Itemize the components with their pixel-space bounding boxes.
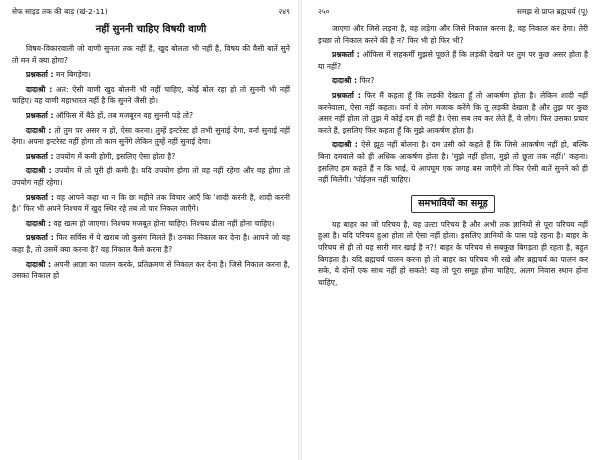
paragraph-text: ऐसे झूठ नहीं बोलना है। दम उसी को कहते हैं कि जिसे आकर्षण नहीं हो, बल्कि बिना दमवाले को ही अधिक आकर्षण होता है। 'मुझे नहीं होता, मुझे तो छूता तक नहीं।' कहना। इसलिए हम कहते हैं न कि भाई, ये आपघूम एक जगह बस जाएँगे तो फिर ऐसी बातें सुनने को ही नहीं मिलेंगी। 'पोईज़न नहीं चाहिए। (318, 140, 589, 185)
paragraph-text: मन बिगड़ेगा। (55, 70, 91, 80)
paragraph (12, 259, 290, 282)
paragraph-text: अपनी आज्ञा का पालन करके, प्रतिक्रमण से निकाल कर देना है। जिसे निकाल करना है, उसका निकाल हो (12, 259, 290, 281)
speaker-label: दादाश्री : (332, 140, 358, 150)
paragraph (12, 232, 290, 255)
paragraph-text: विषय-विकारवाली जो वाणी सुनता तक नहीं है, खुद बोलता भी नहीं है, विषय की वैसी बातें सुने तो मन में क्या होगा? (12, 44, 290, 65)
speaker-label: दादाश्री : (26, 218, 52, 228)
speaker-label: दादाश्री : (26, 125, 52, 135)
paragraph-text: जाएगा और जिसे लड़ना है, वह लड़ेगा और जिसे निकाल करना है, वह निकाल कर देगा। तेरी इच्छा तो निकाल करने की है न? फिर भी हो फिर भी? (318, 24, 588, 45)
paragraph-text: ऑफिस में सहकर्मी मुझसे पूछते हैं कि लड़की देखने पर तुम पर कुछ असर होता है या नहीं? (318, 50, 589, 71)
paragraph-text: फिर सर्विस में ये खराब जो कुसंग मिलते हैं। उनका निकाल कर देना है। आपने जो वह कहा है, तो उसमें क्या करना है? वह निकाल कैसे करना है? (12, 233, 290, 254)
speaker-label: प्रश्नकर्ता : (26, 151, 54, 161)
paragraph (12, 165, 290, 188)
paragraph-text: यह बाहर का जो परिचय है, वह उल्टा परिचय है और अभी तक ज्ञानियों से पूरा परिचय नहीं हुआ है। यदि परिचय हुआ होता तो ऐसा नहीं होता। इसलिए ज्ञानियों के पास पड़े रहना है। बाहर के परिचय से ही तो यह सारी मार खाई है न?! बाहर के परिचय से सबकुछ बिगड़ता ही रहता है, बहुत बिगड़ता है। यदि ब्रह्मचर्य पालन करना हो तो बाहर का परिचय भी रखे और ब्रह्मचर्य का पालन कर सके, ये दोनों एक साथ नहीं हो सकते! यह तो पूरा समूह होना चाहिए, अलग निवास स्थान होना चाहिए, (318, 219, 588, 287)
right-running-header (318, 6, 588, 18)
paragraph (12, 110, 290, 122)
right-text-body (318, 23, 588, 186)
speaker-label: प्रश्नकर्ता : (26, 233, 54, 243)
paragraph (318, 23, 588, 46)
speaker-label: प्रश्नकर्ता : (26, 110, 54, 120)
paragraph (318, 90, 588, 136)
paragraph (12, 84, 290, 107)
paragraph (12, 125, 290, 148)
left-header-title: सेफ साइड तक की बाड़ (खं-2-11) (12, 7, 108, 16)
paragraph-text: उपयोग में कमी होगी, इसलिए ऐसा होता है? (55, 151, 176, 161)
paragraph (12, 192, 290, 215)
speaker-label: प्रश्नकर्ता : (332, 50, 360, 60)
left-running-header (12, 6, 290, 18)
speaker-label: दादाश्री : (26, 166, 52, 176)
paragraph (12, 151, 290, 163)
left-text-body (12, 43, 290, 282)
paragraph-text: उपयोग में तो पूरी ही कमी है। यदि उपयोग होगा तो वह नहीं रहेगा और वह होगा तो उपयोग नहीं रहेगा। (12, 166, 290, 187)
paragraph (318, 49, 588, 72)
speaker-label: प्रश्नकर्ता : (332, 90, 361, 100)
right-page-number: २५० (318, 7, 330, 16)
right-text-body-2 (318, 219, 588, 289)
paragraph-text: वह आपने कहा था न कि छः महीने तक विचार आएँ कि 'शादी करनी है, शादी करनी है।' फिर भी अपने निश्चय में खुद स्थिर रहे तब तो पार निकल जाएँगे। (12, 192, 290, 214)
left-page-number: २४९ (278, 7, 290, 16)
paragraph (12, 218, 290, 230)
speaker-label: दादाश्री : (26, 259, 52, 269)
speaker-label: दादाश्री : (332, 76, 358, 86)
speaker-label: प्रश्नकर्ता : (26, 192, 54, 202)
paragraph (318, 75, 588, 87)
speaker-label: दादाश्री : (26, 84, 53, 94)
paragraph-text: तो तुम पर असर न हो, ऐसा करना। तुम्हें इन्टरेस्ट हो तभी सुनाई देगा, वर्ना सुनाई नहीं देगा। अपना इन्टरेस्ट नहीं होगा तो कान सुनेंगे लेकिन तुम्हें नहीं सुनाई देगा। (12, 125, 290, 147)
paragraph (12, 43, 290, 66)
paragraph (12, 69, 290, 81)
paragraph (318, 139, 588, 185)
right-page (300, 0, 600, 460)
paragraph (318, 219, 588, 289)
section-heading-box: समभावियों का समूह (411, 195, 495, 213)
paragraph-text: फिर मैं कहता हूँ कि लड़की देखता हूँ तो आकर्षण होता है। लेकिन शादी नहीं करनेवाला, ऐसा नहीं कहता। वर्ना वे लोग मजाक करेंगे कि तू लड़की देखता है और तुझ पर कुछ असर नहीं होता तो तुझ में कोई दम ही नहीं है। ऐसा सब तय कर लेते हैं, वे लोग। फिर उसका प्रचार करते हैं, इसलिए फिर कहता हूँ कि मुझे आकर्षण होता है। (318, 90, 588, 135)
paragraph-text: फिर? (359, 76, 375, 86)
section-heading-wrap (318, 189, 588, 219)
paragraph-text: अत: ऐसी वाणी खुद बोलनी भी नहीं चाहिए, कोई बोल रहा हो तो सुननी भी नहीं चाहिए। वह वाणी महाभारत नहीं है कि सुनने जैसी हो। (12, 84, 290, 106)
paragraph-text: ऑफिस में बैठे हों, तब मजबूरन वह सुननी पड़े तो? (55, 110, 194, 120)
section-title-left: नहीं सुननी चाहिए विषयी वाणी (95, 24, 207, 35)
speaker-label: प्रश्नकर्ता : (26, 70, 54, 80)
paragraph-text: वह खत्म हो जाएगा। निश्चय मजबूत होना चाहिए। निश्चय ढीला नहीं होना चाहिए। (53, 218, 275, 228)
right-header-title: समझ से प्राप्त ब्रह्मचर्य (पू) (516, 7, 588, 16)
